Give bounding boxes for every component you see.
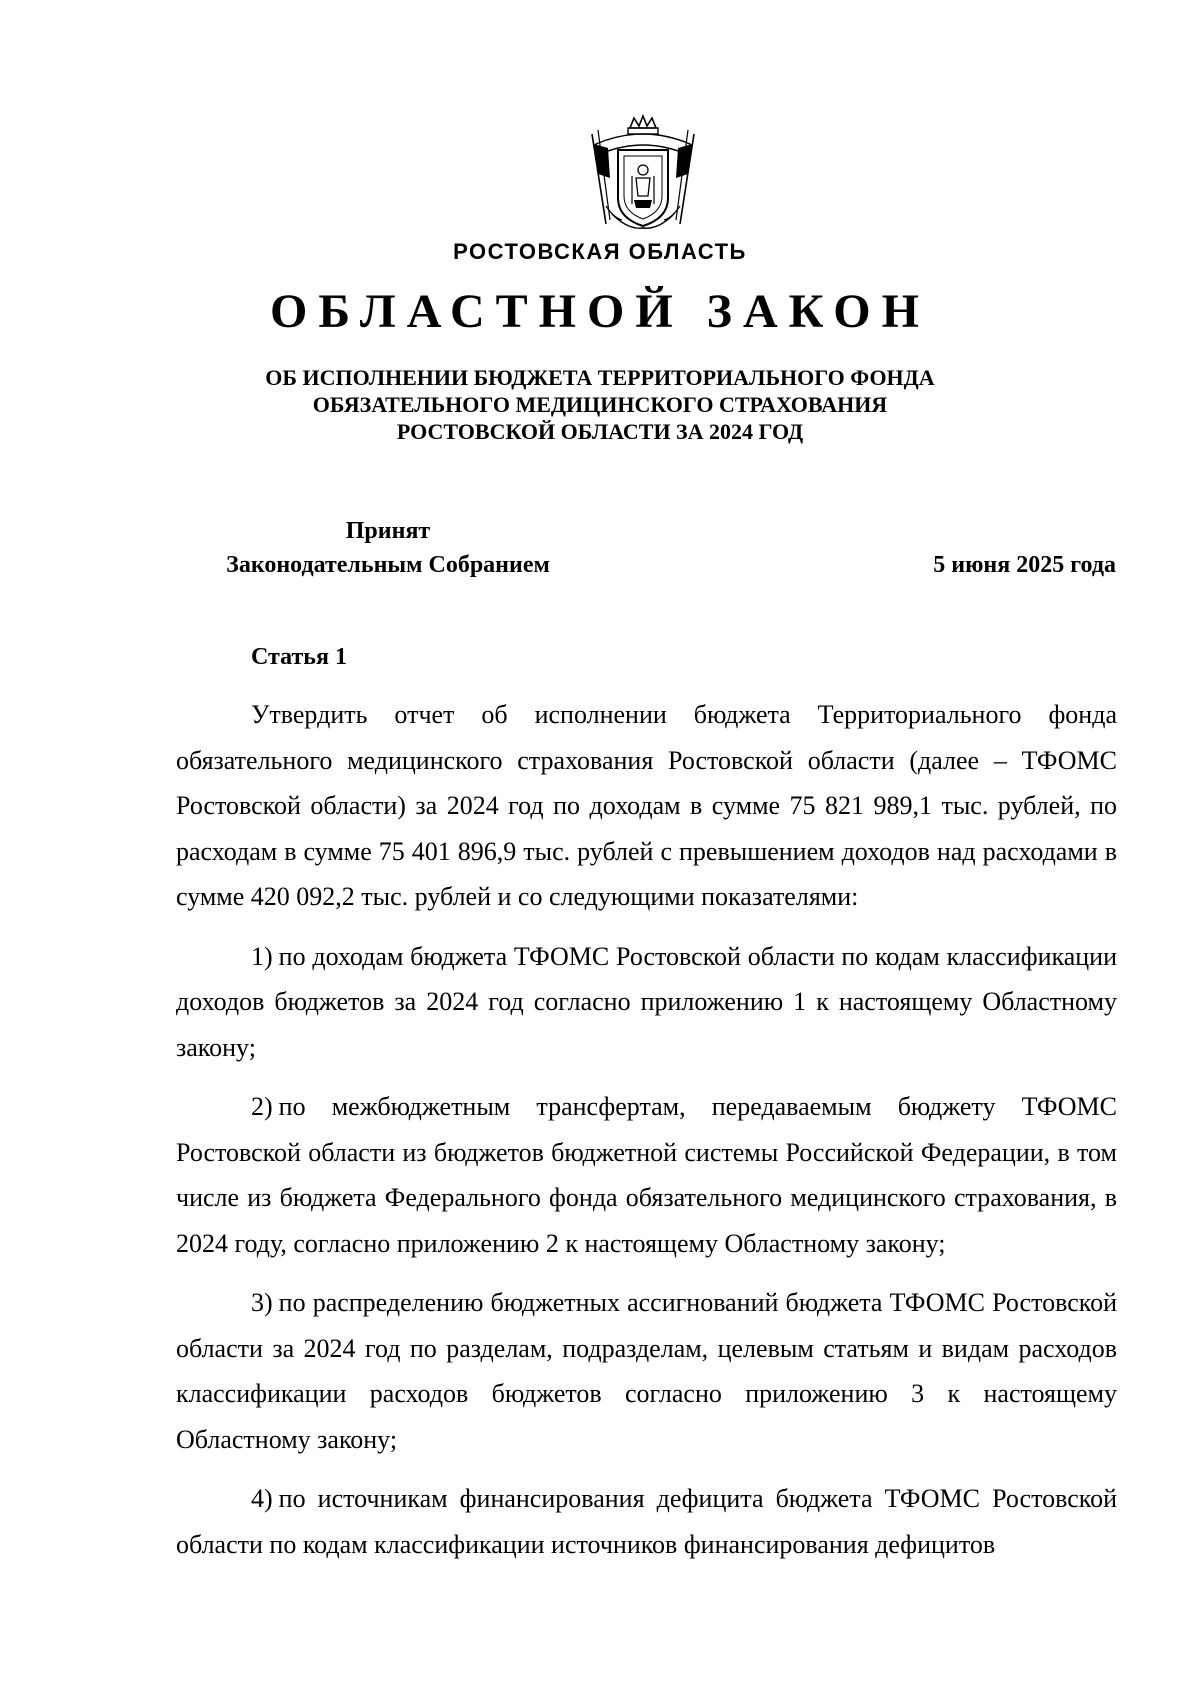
adoption-line1: Принят	[345, 518, 431, 544]
article-body	[176, 692, 1117, 1581]
adoption-body	[178, 514, 598, 582]
article-heading: Статья 1	[251, 644, 347, 670]
adoption-line2: Законодательным Собранием	[226, 552, 550, 578]
item-text: по источникам финансирования дефицита бюджета ТФОМС Ростовской области по кодам классификации источников финансирования дефицитов	[176, 1484, 1117, 1559]
item-text: по доходам бюджета ТФОМС Ростовской области по кодам классификации доходов бюджетов за 2024 год согласно приложению 1 к настоящему Областному закону;	[176, 941, 1117, 1062]
article-intro: Утвердить отчет об исполнении бюджета Территориального фонда обязательного медицинского страхования Ростовской области (далее – ТФОМС Ростовской области) за 2024 год по доходам в сумме 75 821 989,1 тыс. рублей, по расходам в сумме 75 401 896,9 тыс. рублей с превышением доходов над расходами в сумме 420 092,2 тыс. рублей и со следующими показателями:	[176, 700, 1117, 911]
item-number: 3)	[251, 1288, 273, 1317]
title-line: РОСТОВСКОЙ ОБЛАСТИ ЗА 2024 ГОД	[396, 419, 804, 444]
list-item	[176, 1084, 1117, 1266]
adoption-date: 5 июня 2025 года	[933, 552, 1116, 578]
item-number: 1)	[251, 941, 273, 971]
title-line: ОБ ИСПОЛНЕНИИ БЮДЖЕТА ТЕРРИТОРИАЛЬНОГО ФОНДА	[265, 365, 935, 390]
region-name: РОСТОВСКАЯ ОБЛАСТЬ	[453, 239, 747, 264]
list-item	[176, 934, 1117, 1071]
title-line: ОБЯЗАТЕЛЬНОГО МЕДИЦИНСКОГО СТРАХОВАНИЯ	[312, 392, 888, 417]
list-item	[176, 1476, 1117, 1567]
coat-of-arms-icon	[588, 114, 698, 232]
document-type: ОБЛАСТНОЙ ЗАКОН	[270, 285, 930, 338]
item-number: 4)	[251, 1484, 273, 1513]
document-title	[0, 364, 1200, 445]
list-item	[176, 1280, 1117, 1462]
item-number: 2)	[251, 1092, 273, 1121]
item-text: по межбюджетным трансфертам, передаваемым бюджету ТФОМС Ростовской области из бюджетов бюджетной системы Российской Федерации, в том числе из бюджета Федерального фонда обязательного медицинского страхования, в 2024 году, согласно приложению 2 к настоящему Областному закону;	[176, 1092, 1117, 1258]
item-text: по распределению бюджетных ассигнований бюджета ТФОМС Ростовской области за 2024 год по разделам, подразделам, целевым статьям и видам расходов классификации расходов бюджетов согласно приложению 3 к настоящему Областному закону;	[176, 1288, 1117, 1454]
